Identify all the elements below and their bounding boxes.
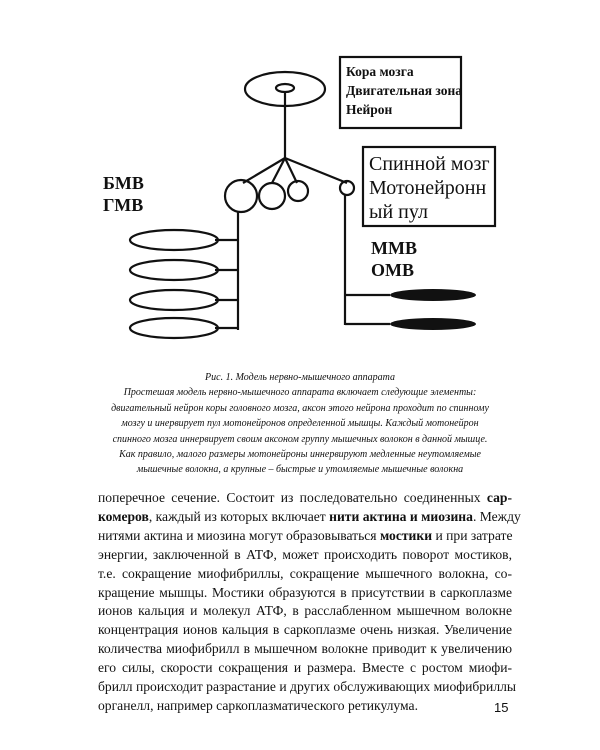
body-text-span: поперечное сечение. Состоит из последовательно соединенных [98, 490, 487, 505]
body-line: органелл, например саркоплазматического ретикулума. [98, 697, 418, 713]
label-bmv: БМВ [103, 173, 144, 193]
body-line: количества миофибрилл в мышечном волокне приводит к увеличению [98, 641, 512, 657]
motoneuron-large-3 [288, 181, 308, 201]
motoneuron-large-2 [259, 183, 285, 209]
caption-line: спинного мозга иннервирует своим аксоном группу мышечных волокон в данной мышце. [112, 433, 488, 445]
slow-fiber-1 [390, 289, 476, 301]
body-line: энергии, заключенной в АТФ, может происходить поворот мостиков, [98, 546, 512, 562]
body-text-span: . Между [472, 508, 521, 524]
figure-caption [70, 370, 530, 478]
label-omv: ОМВ [371, 260, 414, 280]
caption-line: двигательный нейрон коры головного мозга, аксон этого нейрона проходит по спинному [111, 402, 489, 414]
label-mmv: ММВ [371, 238, 417, 258]
label-gmv: ГМВ [103, 195, 144, 215]
caption-line: мозгу и инервирует пул мотонейронов определенной мышцы. Каждый мотонейрон [121, 418, 479, 430]
body-line: брилл происходит разрастание и других обслуживающих миофибриллы [98, 679, 517, 695]
page-number: 15 [494, 700, 509, 715]
slow-fiber-2 [390, 318, 476, 330]
cortex-box-text [346, 62, 462, 119]
right-fiber-label [371, 237, 417, 281]
term-sarcomeres: комеров [98, 508, 149, 524]
spinal-box-text [369, 152, 490, 224]
term-sarcomeres: сар- [486, 490, 512, 505]
cortex-neuron-inner [276, 84, 294, 92]
fast-fiber-1 [130, 230, 218, 250]
body-line: его силы, скорости сокращения и размера. Вместе с ростом миофи- [98, 660, 512, 676]
cortex-box-line: Кора мозга [346, 64, 414, 79]
spinal-box-line: Мотонейронн [369, 177, 487, 199]
neuromuscular-diagram [0, 0, 600, 370]
cortex-box-line: Двигательная зона [346, 83, 463, 98]
left-fiber-label [103, 172, 144, 216]
cortex-box-line: Нейрон [346, 102, 393, 117]
term-actin-myosin: нити актина и миозина [329, 508, 473, 524]
body-line: кращение мышцы. Мостики образуются в присутствии в саркоплазме [98, 584, 512, 600]
motoneuron-small [340, 181, 354, 195]
body-paragraph [98, 489, 521, 716]
body-text-span: , каждый из которых включает [148, 508, 330, 524]
caption-line: мышечные волокна, а крупные – быстрые и утомляемые мышечные волокна [136, 464, 464, 476]
caption-line: Как правило, малого размеры мотонейроны иннервируют медленные неутомляемые [119, 449, 481, 461]
caption-line: Простешая модель нервно-мышечного аппарата включает следующие элементы: [123, 387, 477, 399]
body-line: концентрация ионов кальция в саркоплазме очень низкая. Увеличение [98, 622, 512, 638]
body-line: ионов кальция и молекул АТФ, в расслабленном мышечном волокне [98, 603, 512, 619]
body-text-span: нитями актина и миозина могут образовываться [98, 527, 380, 543]
body-line: т.е. сокращение миофибриллы, сокращение мышечного волокна, со- [98, 565, 512, 581]
fast-fiber-4 [130, 318, 218, 338]
fast-fiber-2 [130, 260, 218, 280]
body-text-span: и при затрате [432, 527, 513, 543]
spinal-box-line: ый пул [369, 201, 428, 223]
body-line [98, 527, 512, 546]
body-line [98, 489, 512, 508]
caption-title: Рис. 1. Модель нервно-мышечного аппарата [205, 372, 395, 383]
spinal-box-line: Спинной мозг [369, 153, 490, 175]
term-bridges: мостики [379, 527, 433, 543]
fast-fiber-3 [130, 290, 218, 310]
body-line [98, 508, 521, 527]
motoneuron-large-1 [225, 180, 257, 212]
